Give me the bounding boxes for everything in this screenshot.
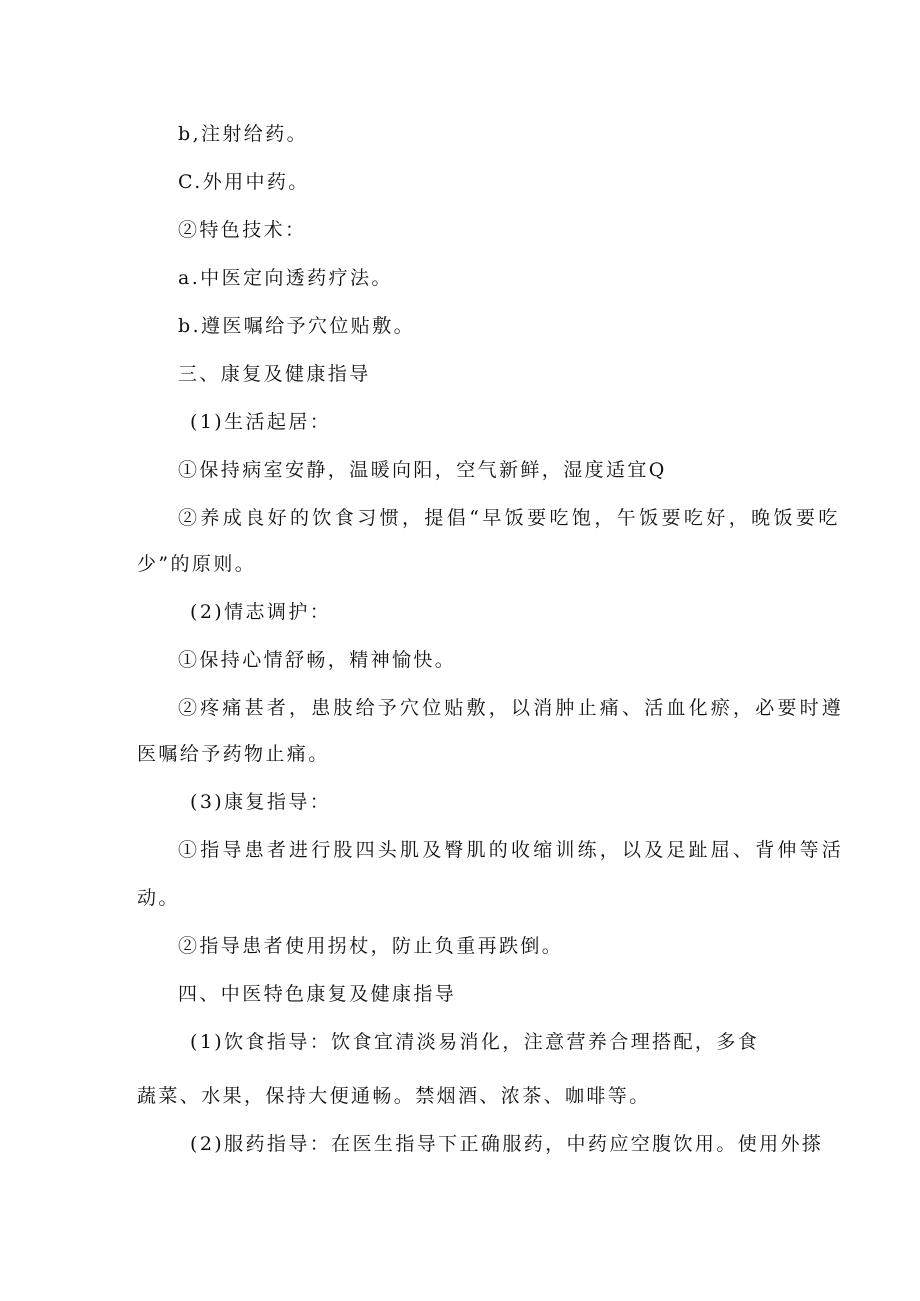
text-line: C.外用中药。 (178, 171, 310, 193)
text-line: ②特色技术： (178, 219, 307, 241)
text-line: ①指导患者进行股四头肌及臀肌的收缩训练，以及足趾屈、背伸等活 (178, 839, 845, 861)
section-heading: 四、中医特色康复及健康指导 (178, 983, 457, 1005)
text-line: 少”的原则。 (137, 553, 257, 575)
text-line: b.遵医嘱给予穴位贴敷。 (178, 315, 416, 337)
text-line: (2)服药指导：在医生指导下正确服药，中药应空腹饮用。使用外搽 (190, 1133, 824, 1155)
text-line: ②养成良好的饮食习惯，提倡“早饭要吃饱，午饭要吃好，晚饭要吃 (178, 507, 841, 529)
text-line: a.中医定向透药疗法。 (178, 267, 393, 289)
text-line: 蔬菜、水果，保持大便通畅。禁烟酒、浓茶、咖啡等。 (137, 1085, 651, 1107)
text-line: ①保持病室安静，温暖向阳，空气新鲜，湿度适宜Q (178, 459, 667, 481)
text-line: ①保持心情舒畅，精神愉快。 (178, 649, 457, 671)
section-heading: 三、康复及健康指导 (178, 363, 371, 385)
subsection-heading: (2)情志调护： (190, 601, 332, 623)
text-line: ②疼痛甚者，患肢给予穴位贴敷，以消肿止痛、活血化瘀，必要时遵 (178, 697, 845, 719)
text-line: 医嘱给予药物止痛。 (137, 743, 330, 765)
text-line: ②指导患者使用拐杖，防止负重再跌倒。 (178, 935, 564, 957)
text-line: (1)饮食指导：饮食宜清淡易消化，注意营养合理搭配，多食 (190, 1031, 760, 1053)
subsection-heading: (1)生活起居： (190, 411, 332, 433)
text-line: b,注射给药。 (178, 123, 309, 145)
subsection-heading: (3)康复指导： (190, 791, 332, 813)
text-line: 动。 (137, 887, 180, 909)
